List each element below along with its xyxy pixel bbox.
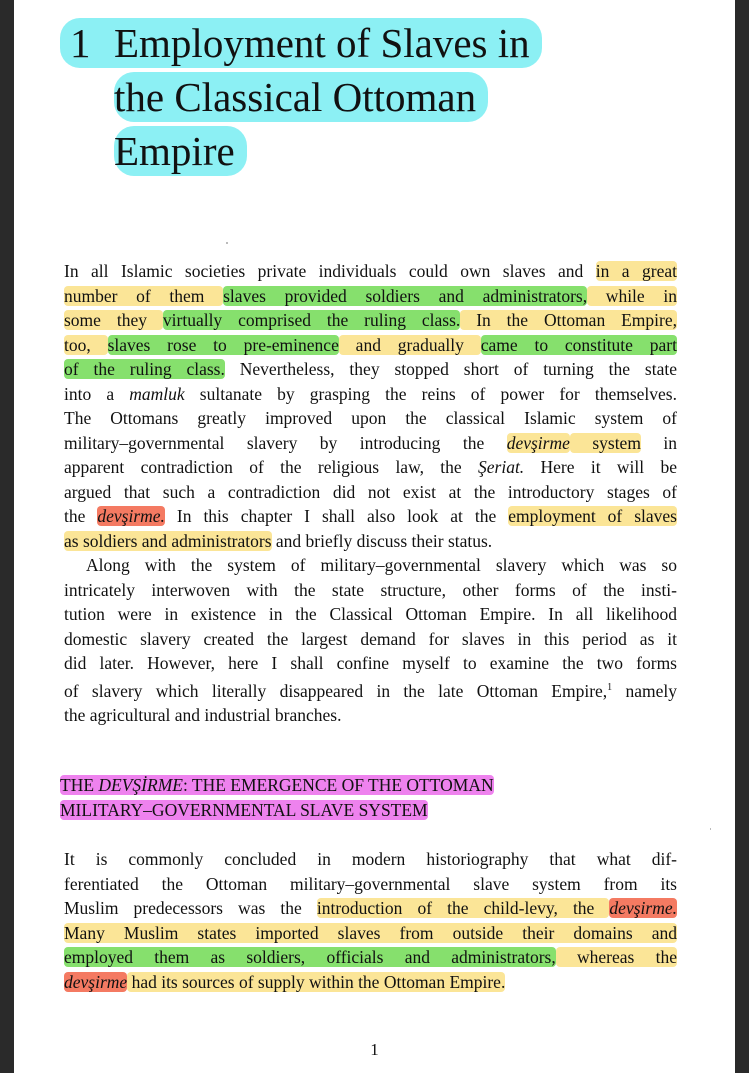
text-line: argued that such a contradiction did not exist at the introductory stages of: [64, 481, 677, 502]
text-line: It is commonly concluded in modern historiography that what dif-: [64, 849, 677, 869]
chapter-title-line-3: Empire: [114, 126, 247, 176]
highlight-yellow: introduction of the child-levy, the: [316, 898, 610, 918]
text-line: The Ottomans greatly improved upon the classical Islamic system of: [64, 408, 677, 428]
highlight-yellow: as soldiers and administrators: [64, 530, 272, 551]
highlight-yellow: devşirme: [506, 432, 570, 453]
page-number: 1: [370, 1040, 379, 1059]
text-run: sultanate by grasping the reins of power for themselves.: [184, 383, 677, 404]
text-line: the agricultural and industrial branches.: [64, 704, 342, 725]
highlight-red: devşirme: [64, 971, 128, 992]
chapter-title: [60, 16, 542, 178]
text-line: tution were in existence in the Classical Ottoman Empire. In all likelihood: [64, 604, 677, 624]
highlight-green: of the ruling class.: [64, 359, 225, 379]
text-run: the: [64, 506, 98, 526]
paragraph-2: [64, 553, 677, 727]
heading-run: : THE EMERGENCE OF THE OTTOMAN: [182, 775, 494, 795]
highlight-green: slaves rose to pre-eminence: [107, 334, 339, 355]
chapter-title-line-2: the Classical Ottoman: [114, 72, 488, 122]
text-line: intricately interwoven with the state structure, other forms of the insti-: [64, 579, 677, 600]
paragraph-1: [64, 259, 677, 553]
text-line: did later. However, here I shall confine myself to examine the two forms: [64, 653, 677, 673]
speck: [226, 242, 228, 244]
text-run: In all Islamic societies private individuals could own slaves and: [64, 261, 596, 281]
highlight-green: virtually comprised the ruling class.: [162, 310, 461, 330]
text-run: In this chapter I shall also look at the: [164, 506, 509, 526]
heading-run: THE: [60, 775, 99, 795]
text-run: Here it will be: [524, 457, 677, 477]
text-run: Nevertheless, they stopped short of turning the state: [224, 359, 678, 379]
italic-term: Şeriat.: [478, 457, 525, 477]
text-run: Muslim predecessors was the: [64, 898, 317, 918]
heading-term: DEVŞİRME: [98, 775, 183, 795]
highlight-yellow: while in: [587, 285, 677, 306]
highlight-green: came to constitute part: [480, 334, 677, 355]
text-run: and briefly discuss their status.: [271, 530, 493, 551]
highlight-green: slaves provided soldiers and administrators,: [223, 285, 588, 306]
highlight-yellow: whereas the: [555, 947, 677, 967]
text-line: ferentiated the Ottoman military–governmental slave system from its: [64, 873, 677, 894]
highlight-yellow: had its sources of supply within the Ottoman Empire.: [127, 971, 506, 992]
speck: [710, 828, 711, 830]
heading-line-2: MILITARY–GOVERNMENTAL SLAVE SYSTEM: [60, 799, 428, 820]
italic-term: mamluk: [129, 383, 185, 404]
highlight-yellow: employment of slaves: [508, 506, 677, 526]
text-run: military–governmental slavery by introducing the: [64, 432, 507, 453]
highlight-green: employed them as soldiers, officials and administrators,: [64, 947, 556, 967]
highlight-red: devşirme.: [97, 506, 165, 526]
text-run: of slavery which literally disappeared in the late Ottoman Empire,: [64, 680, 608, 701]
text-line: Along with the system of military–governmental slavery which was so: [86, 555, 677, 575]
section-heading: [60, 773, 494, 822]
highlight-yellow: number of them: [64, 285, 224, 306]
highlight-yellow: Many Muslim states imported slaves from outside their domains and: [64, 922, 677, 943]
text-run: namely: [612, 680, 678, 701]
text-run: into a: [64, 383, 130, 404]
text-line: domestic slavery created the largest demand for slaves in this period as it: [64, 628, 677, 649]
text-run: in: [640, 432, 677, 453]
highlight-yellow: system: [569, 432, 641, 453]
highlight-red: devşirme.: [609, 898, 677, 918]
highlight-yellow: In the Ottoman Empire,: [460, 310, 677, 330]
chapter-number: 1: [60, 18, 114, 68]
document-page: [14, 0, 735, 1073]
chapter-title-line-1: Employment of Slaves in: [114, 18, 542, 68]
highlight-yellow: too,: [64, 334, 108, 355]
text-run: apparent contradiction of the religious law, the: [64, 457, 478, 477]
footnote-marker[interactable]: 1: [607, 681, 613, 693]
highlight-yellow: in a great: [595, 261, 677, 281]
highlight-yellow: some they: [64, 310, 163, 330]
paragraph-3: [64, 847, 677, 994]
highlight-yellow: and gradually: [338, 334, 481, 355]
